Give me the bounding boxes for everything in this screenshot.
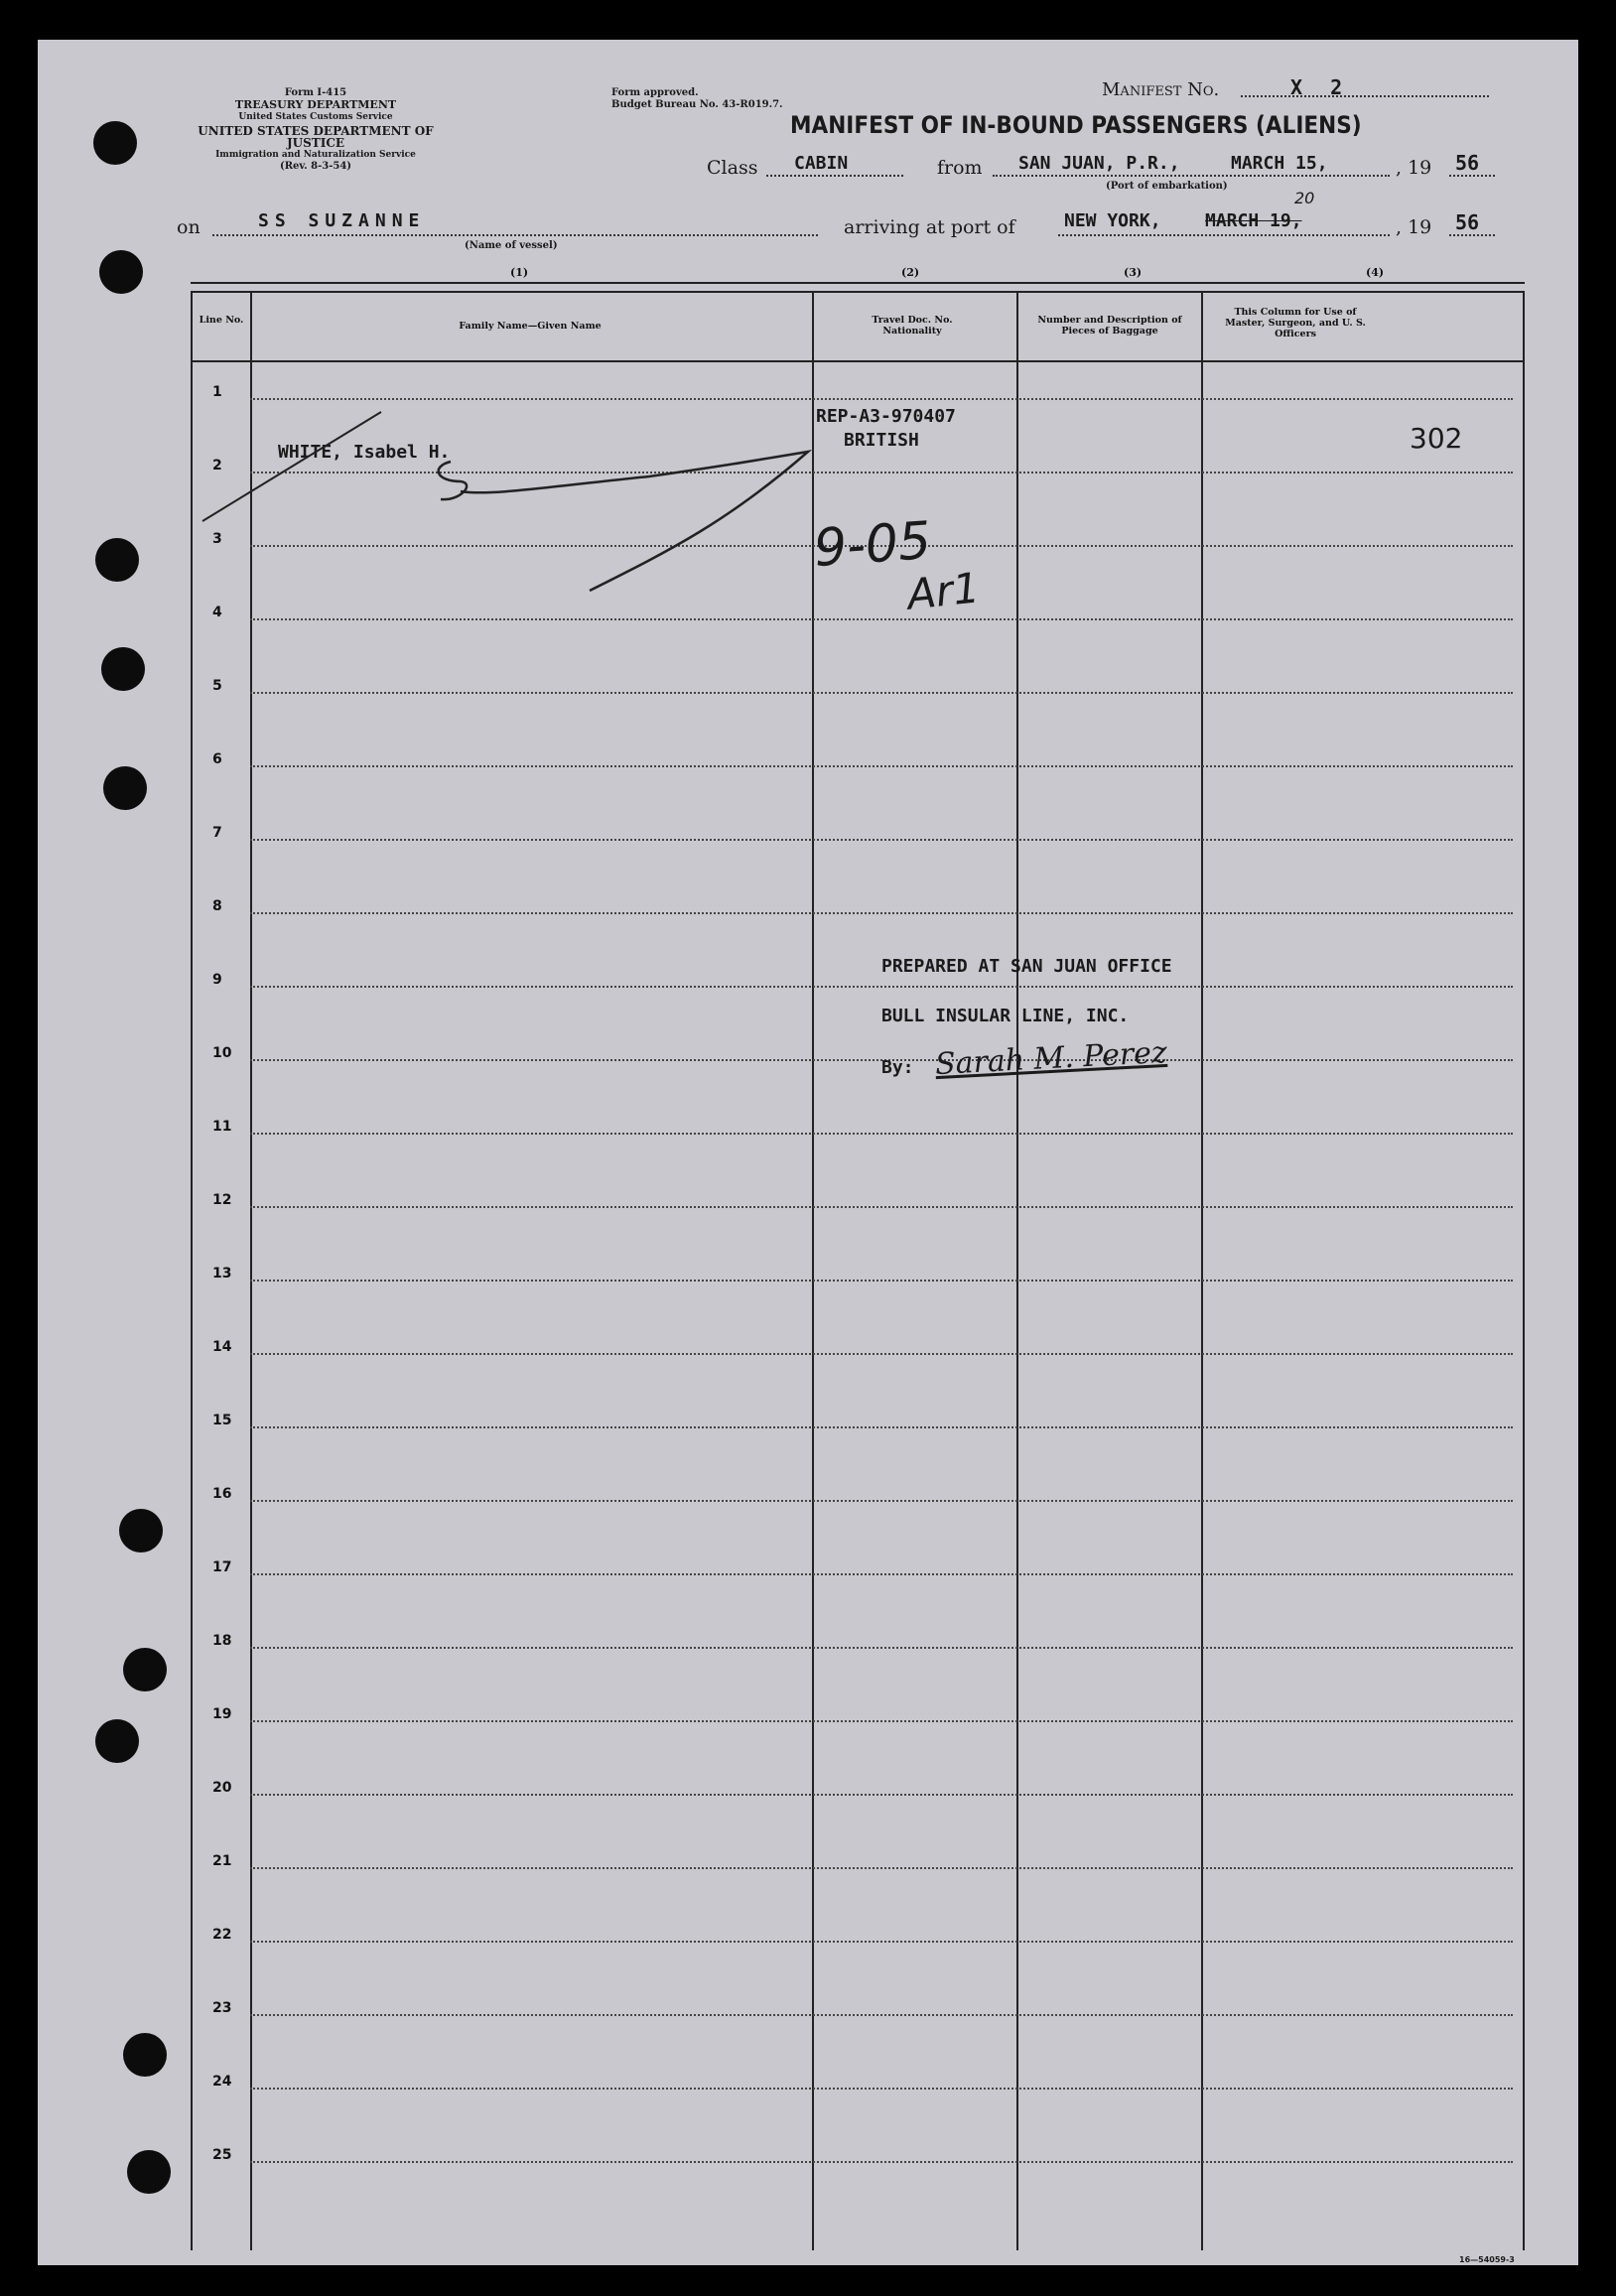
table-row — [250, 1500, 1513, 1502]
table-row — [250, 2088, 1513, 2090]
vessel-caption: (Name of vessel) — [465, 240, 558, 251]
from-port: SAN JUAN, P.R., — [1018, 153, 1180, 174]
row-number: 3 — [212, 531, 222, 547]
punch-hole — [119, 1509, 163, 1553]
table-row — [250, 1647, 1513, 1649]
arrival-year-line — [1449, 234, 1495, 236]
table-row — [250, 912, 1513, 914]
vessel-line — [212, 234, 818, 236]
vessel-name: SS SUZANNE — [258, 210, 426, 231]
row-number: 18 — [212, 1633, 232, 1649]
row-number: 5 — [212, 678, 222, 694]
table-row — [250, 2014, 1513, 2016]
row-number: 6 — [212, 751, 222, 767]
table-row — [250, 1206, 1513, 1208]
handwritten-note: 9-05 — [812, 510, 933, 580]
table-row — [250, 765, 1513, 767]
table-row — [250, 2161, 1513, 2163]
port-caption: (Port of embarkation) — [1106, 181, 1228, 192]
row-number: 12 — [212, 1192, 232, 1208]
row-number: 2 — [212, 458, 222, 473]
table-row — [250, 1353, 1513, 1355]
punch-hole — [123, 2033, 167, 2077]
arrival-date: MARCH 19, — [1205, 210, 1302, 231]
arrival-correction: 20 — [1294, 189, 1315, 207]
column-header-baggage: Number and Description of Pieces of Baggage — [1037, 315, 1182, 337]
stamp-by-label: By: — [881, 1057, 914, 1078]
row-number: 19 — [212, 1706, 232, 1722]
row-number: 15 — [212, 1413, 232, 1428]
column-header-name: Family Name—Given Name — [459, 321, 602, 332]
year-prefix: , 19 — [1396, 157, 1432, 179]
signature: Sarah M. Perez — [934, 1034, 1168, 1083]
row-number: 20 — [212, 1780, 232, 1796]
handwriting-marks — [133, 293, 1523, 730]
row-number: 4 — [212, 605, 222, 620]
nationality: BRITISH — [844, 430, 919, 451]
table-row — [250, 1573, 1513, 1575]
class-label: Class — [707, 157, 758, 179]
revision-date: (Rev. 8-3-54) — [279, 161, 352, 172]
punch-hole — [93, 121, 137, 165]
column-header-line: Line No. — [199, 315, 244, 326]
table-row — [250, 1720, 1513, 1722]
column-number-3: (3) — [1124, 266, 1143, 279]
approval-block — [611, 87, 783, 111]
year-value: 56 — [1455, 151, 1480, 175]
passenger-name: WHITE, Isabel H. — [278, 442, 451, 463]
column-number-4: (4) — [1366, 266, 1385, 279]
immigration-service: Immigration and Naturalization Service — [215, 150, 416, 160]
punch-hole — [123, 1648, 167, 1691]
row-number: 10 — [212, 1045, 232, 1061]
table-row — [250, 1426, 1513, 1428]
row-number: 7 — [212, 825, 222, 841]
customs-service: United States Customs Service — [238, 112, 393, 122]
row-number: 14 — [212, 1339, 232, 1355]
row-number: 22 — [212, 1927, 232, 1943]
table-row — [250, 1280, 1513, 1282]
table-row — [250, 839, 1513, 841]
row-number: 8 — [212, 898, 222, 914]
arriving-label: arriving at port of — [844, 216, 1015, 238]
manifest-no-label: Manifest No. — [1102, 79, 1220, 100]
arrival-year: 56 — [1455, 210, 1480, 234]
travel-doc-number: REP-A3-970407 — [816, 406, 956, 427]
column-number-2: (2) — [901, 266, 920, 279]
row-number: 9 — [212, 972, 222, 988]
handwritten-initials: Ar1 — [904, 563, 983, 619]
punch-hole — [127, 2150, 171, 2194]
column-header-officers: This Column for Use of Master, Surgeon, and U. S. Officers — [1225, 307, 1366, 339]
table-row — [250, 1941, 1513, 1943]
row-number: 23 — [212, 2000, 232, 2016]
row-number: 24 — [212, 2074, 232, 2090]
form-number: Form I-415 — [284, 87, 347, 98]
row-number: 13 — [212, 1266, 232, 1282]
page-title: MANIFEST OF IN-BOUND PASSENGERS (ALIENS) — [790, 111, 1362, 139]
from-label: from — [937, 157, 983, 179]
column-number-1: (1) — [510, 266, 529, 279]
manifest-no-value: X 2 — [1290, 75, 1351, 99]
class-value: CABIN — [794, 153, 849, 174]
stamp-company: BULL INSULAR LINE, INC. — [881, 1006, 1130, 1026]
form-approved: Form approved. — [611, 87, 699, 98]
row-number: 25 — [212, 2147, 232, 2163]
class-line — [766, 175, 903, 177]
punch-hole — [99, 250, 143, 294]
officer-number: 302 — [1410, 422, 1463, 455]
punch-hole — [103, 766, 147, 810]
table-row — [250, 1794, 1513, 1796]
table-row — [250, 1133, 1513, 1135]
punch-hole — [95, 1719, 139, 1763]
arrival-port: NEW YORK, — [1064, 210, 1161, 231]
column-header-travel-doc: Travel Doc. No. Nationality — [872, 315, 953, 337]
from-line — [993, 175, 1390, 177]
on-label: on — [177, 216, 201, 238]
arrival-year-prefix: , 19 — [1396, 216, 1432, 238]
arrival-line — [1058, 234, 1390, 236]
row-number: 21 — [212, 1853, 232, 1869]
year-line — [1449, 175, 1495, 177]
agency-block — [177, 87, 455, 173]
justice-department: UNITED STATES DEPARTMENT OF JUSTICE — [198, 124, 434, 150]
table-row — [250, 1867, 1513, 1869]
row-number: 1 — [212, 384, 222, 400]
manifest-no-line — [1241, 95, 1489, 97]
stamp-prepared: PREPARED AT SAN JUAN OFFICE — [881, 956, 1172, 977]
footer-code: 16—54059-3 — [1459, 2255, 1515, 2264]
manifest-page — [38, 40, 1578, 2265]
treasury-department: TREASURY DEPARTMENT — [234, 98, 397, 111]
budget-bureau: Budget Bureau No. 43-R019.7. — [611, 99, 783, 110]
row-number: 17 — [212, 1559, 232, 1575]
row-number: 11 — [212, 1119, 232, 1135]
from-date: MARCH 15, — [1231, 153, 1328, 174]
row-number: 16 — [212, 1486, 232, 1502]
passenger-table — [191, 291, 1525, 2250]
table-row — [250, 986, 1513, 988]
header-rule — [191, 282, 1525, 284]
